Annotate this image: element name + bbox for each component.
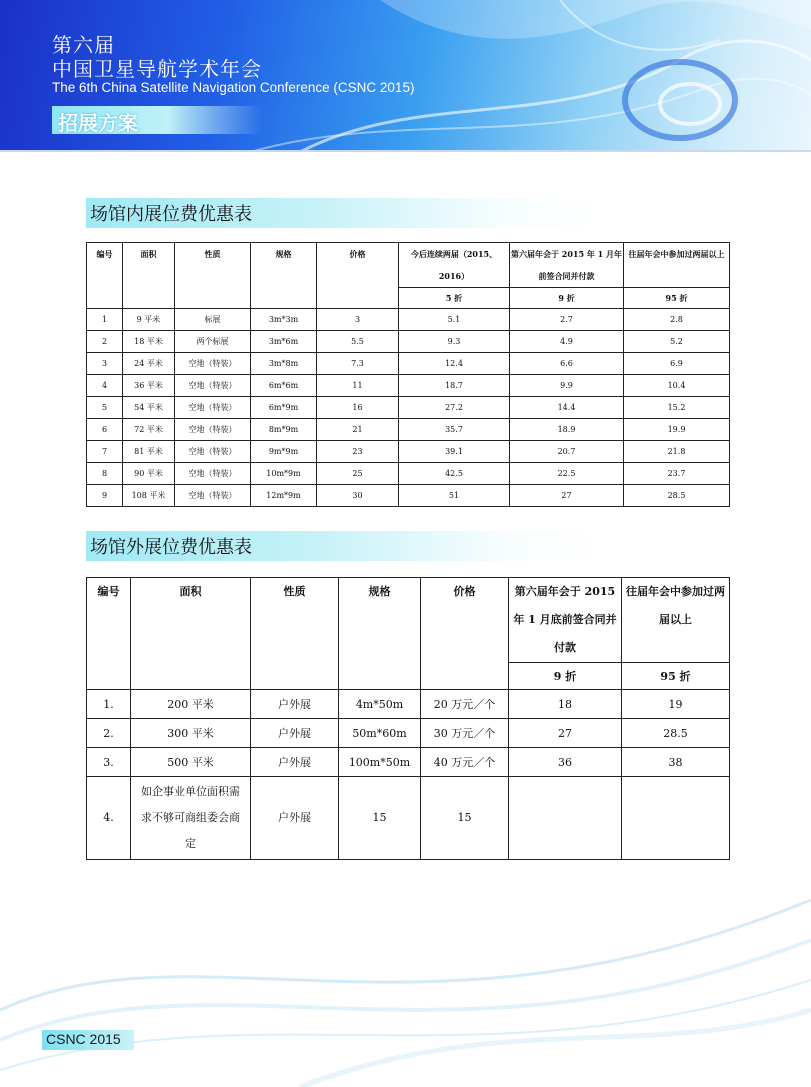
indoor-table-cell: 10.4: [624, 375, 730, 397]
indoor-table-cell: 9.9: [510, 375, 624, 397]
indoor-header-cell: 第六届年会于 2015 年 1 月年前签合同并付款: [510, 243, 624, 288]
indoor-discount-cell: 9 折: [510, 288, 624, 309]
indoor-table-cell: 20.7: [510, 441, 624, 463]
outdoor-price-table: [86, 577, 730, 860]
indoor-table-cell: 90 平米: [123, 463, 175, 485]
outdoor-table-cell: 4.: [87, 777, 131, 860]
outdoor-table-cell: 300 平米: [131, 719, 251, 748]
indoor-table-cell: 两个标展: [175, 331, 251, 353]
indoor-table-cell: 9: [87, 485, 123, 507]
outdoor-table-cell: 30 万元／个: [421, 719, 509, 748]
indoor-table-cell: 7: [87, 441, 123, 463]
indoor-table-cell: 81 平米: [123, 441, 175, 463]
footer-tag: [42, 1030, 134, 1050]
indoor-table-cell: 3m*8m: [251, 353, 317, 375]
outdoor-table-cell: 50m*60m: [339, 719, 421, 748]
indoor-table-cell: 空地（特装）: [175, 397, 251, 419]
indoor-table-row: [87, 397, 730, 419]
outdoor-table-cell: 户外展: [251, 719, 339, 748]
outdoor-table-cell: 40 万元／个: [421, 748, 509, 777]
indoor-table-cell: 空地（特装）: [175, 375, 251, 397]
outdoor-discount-cell: 9 折: [509, 663, 622, 690]
indoor-table-body: [87, 309, 730, 507]
indoor-table-cell: 14.4: [510, 397, 624, 419]
indoor-table-cell: 3m*3m: [251, 309, 317, 331]
outdoor-header-cell: 规格: [339, 578, 421, 690]
outdoor-table-cell: [509, 777, 622, 860]
indoor-table-cell: 28.5: [624, 485, 730, 507]
outdoor-table-cell: 15: [421, 777, 509, 860]
outdoor-table-cell: 户外展: [251, 748, 339, 777]
indoor-table-row: [87, 309, 730, 331]
indoor-table-cell: 5: [87, 397, 123, 419]
outdoor-title-text: 场馆外展位费优惠表: [90, 537, 252, 558]
footer-tag-label: CSNC 2015: [46, 1031, 121, 1047]
outdoor-table-cell: 15: [339, 777, 421, 860]
outdoor-table-cell: 3.: [87, 748, 131, 777]
indoor-table-cell: 19.9: [624, 419, 730, 441]
indoor-table-row: [87, 331, 730, 353]
indoor-header-cell: 价格: [317, 243, 399, 309]
indoor-table-cell: 标展: [175, 309, 251, 331]
indoor-table-cell: 24 平米: [123, 353, 175, 375]
indoor-table-cell: 54 平米: [123, 397, 175, 419]
indoor-discount-cell: 95 折: [624, 288, 730, 309]
indoor-table-cell: 27.2: [399, 397, 510, 419]
indoor-table-cell: 2.8: [624, 309, 730, 331]
indoor-table-cell: 15.2: [624, 397, 730, 419]
outdoor-header-cell: 往届年会中参加过两届以上: [622, 578, 730, 663]
indoor-section-title: [86, 198, 606, 228]
indoor-table-cell: 11: [317, 375, 399, 397]
indoor-table-cell: 108 平米: [123, 485, 175, 507]
indoor-table-cell: 72 平米: [123, 419, 175, 441]
outdoor-table-cell: 28.5: [622, 719, 730, 748]
conference-edition: 第六届: [52, 33, 115, 57]
indoor-table-row: [87, 463, 730, 485]
outdoor-table-cell: 2.: [87, 719, 131, 748]
indoor-table-cell: 6: [87, 419, 123, 441]
indoor-table-cell: 35.7: [399, 419, 510, 441]
indoor-table-cell: 空地（特装）: [175, 463, 251, 485]
indoor-table-cell: 5.1: [399, 309, 510, 331]
indoor-table-cell: 23: [317, 441, 399, 463]
conference-english-name: The 6th China Satellite Navigation Conference (CSNC 2015): [52, 80, 415, 95]
indoor-table-cell: 8: [87, 463, 123, 485]
indoor-table-cell: 25: [317, 463, 399, 485]
indoor-header-cell: 性质: [175, 243, 251, 309]
outdoor-table-row: [87, 719, 730, 748]
outdoor-table-row: [87, 777, 730, 860]
outdoor-table-cell: 18: [509, 690, 622, 719]
indoor-table-cell: 6m*9m: [251, 397, 317, 419]
indoor-table-cell: 23.7: [624, 463, 730, 485]
indoor-table-cell: 42.5: [399, 463, 510, 485]
indoor-table-cell: 39.1: [399, 441, 510, 463]
indoor-table-cell: 7.3: [317, 353, 399, 375]
indoor-table-cell: 18.9: [510, 419, 624, 441]
indoor-table-cell: 12m*9m: [251, 485, 317, 507]
indoor-table-cell: 21: [317, 419, 399, 441]
outdoor-table-row: [87, 690, 730, 719]
indoor-table-cell: 6m*6m: [251, 375, 317, 397]
indoor-table-cell: 5.2: [624, 331, 730, 353]
conference-name: 中国卫星导航学术年会: [52, 57, 262, 81]
indoor-table-cell: 2.7: [510, 309, 624, 331]
indoor-table-cell: 3m*6m: [251, 331, 317, 353]
indoor-table-cell: 27: [510, 485, 624, 507]
indoor-table-row: [87, 485, 730, 507]
outdoor-header-row: [87, 578, 730, 663]
indoor-table-cell: 10m*9m: [251, 463, 317, 485]
section-tag-label: 招展方案: [58, 111, 138, 135]
indoor-table-cell: 12.4: [399, 353, 510, 375]
outdoor-table-cell: 户外展: [251, 777, 339, 860]
indoor-table-cell: 30: [317, 485, 399, 507]
indoor-table-cell: 1: [87, 309, 123, 331]
indoor-table-cell: 9.3: [399, 331, 510, 353]
outdoor-table-cell: 500 平米: [131, 748, 251, 777]
indoor-table-cell: 8m*9m: [251, 419, 317, 441]
outdoor-table-row: [87, 748, 730, 777]
outdoor-header-cell: 面积: [131, 578, 251, 690]
outdoor-table-cell: 27: [509, 719, 622, 748]
header-divider: [0, 150, 811, 152]
outdoor-table-cell: 38: [622, 748, 730, 777]
indoor-table-cell: 21.8: [624, 441, 730, 463]
indoor-table-row: [87, 441, 730, 463]
indoor-table-cell: 9 平米: [123, 309, 175, 331]
indoor-table-cell: 18.7: [399, 375, 510, 397]
indoor-table-row: [87, 353, 730, 375]
outdoor-table-cell: 100m*50m: [339, 748, 421, 777]
outdoor-header-cell: 性质: [251, 578, 339, 690]
indoor-table-cell: 22.5: [510, 463, 624, 485]
indoor-table-cell: 空地（特装）: [175, 419, 251, 441]
outdoor-header-cell: 第六届年会于 2015 年 1 月底前签合同并付款: [509, 578, 622, 663]
outdoor-table-cell: 36: [509, 748, 622, 777]
indoor-table-cell: 4: [87, 375, 123, 397]
indoor-table-cell: 9m*9m: [251, 441, 317, 463]
indoor-table-cell: 空地（特装）: [175, 485, 251, 507]
outdoor-table-cell: 4m*50m: [339, 690, 421, 719]
indoor-table-cell: 3: [87, 353, 123, 375]
outdoor-table-cell: 200 平米: [131, 690, 251, 719]
indoor-header-cell: 往届年会中参加过两届以上: [624, 243, 730, 288]
indoor-table-row: [87, 375, 730, 397]
indoor-table-cell: 36 平米: [123, 375, 175, 397]
outdoor-table-cell: 如企事业单位面积需求不够可商组委会商定: [131, 777, 251, 860]
outdoor-discount-cell: 95 折: [622, 663, 730, 690]
indoor-header-cell: 今后连续两届（2015、2016）: [399, 243, 510, 288]
outdoor-table-cell: 20 万元／个: [421, 690, 509, 719]
indoor-table-cell: 空地（特装）: [175, 441, 251, 463]
header-banner: [0, 0, 811, 152]
indoor-header-cell: 规格: [251, 243, 317, 309]
indoor-table-cell: 3: [317, 309, 399, 331]
indoor-header-cell: 面积: [123, 243, 175, 309]
indoor-table-cell: 2: [87, 331, 123, 353]
outdoor-table-cell: 19: [622, 690, 730, 719]
outdoor-table-body: [87, 690, 730, 860]
indoor-table-cell: 51: [399, 485, 510, 507]
outdoor-section-title: [86, 531, 606, 561]
indoor-table-cell: 18 平米: [123, 331, 175, 353]
outdoor-header-cell: 编号: [87, 578, 131, 690]
outdoor-table-cell: [622, 777, 730, 860]
indoor-table-row: [87, 419, 730, 441]
outdoor-table-cell: 1.: [87, 690, 131, 719]
indoor-price-table: [86, 242, 730, 507]
indoor-title-text: 场馆内展位费优惠表: [90, 204, 252, 225]
indoor-table-cell: 6.9: [624, 353, 730, 375]
outdoor-table-cell: 户外展: [251, 690, 339, 719]
indoor-table-cell: 5.5: [317, 331, 399, 353]
outdoor-header-cell: 价格: [421, 578, 509, 690]
section-tag: [52, 106, 262, 134]
indoor-header-row: [87, 243, 730, 288]
indoor-table-cell: 4.9: [510, 331, 624, 353]
indoor-table-cell: 6.6: [510, 353, 624, 375]
indoor-header-cell: 编号: [87, 243, 123, 309]
footer-wave-decoration: [0, 860, 811, 1087]
indoor-table-cell: 16: [317, 397, 399, 419]
indoor-discount-cell: 5 折: [399, 288, 510, 309]
indoor-table-cell: 空地（特装）: [175, 353, 251, 375]
